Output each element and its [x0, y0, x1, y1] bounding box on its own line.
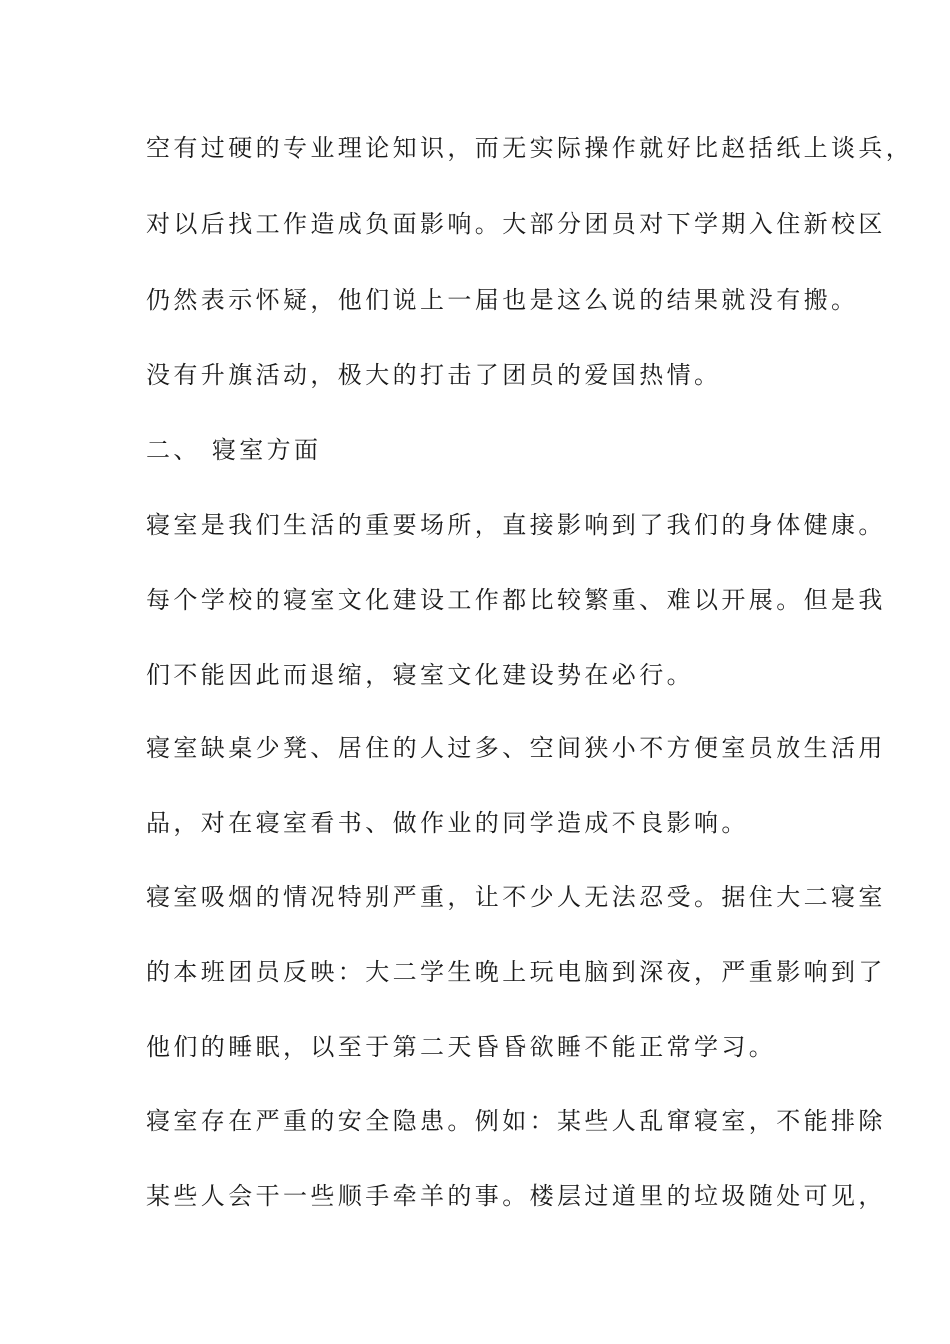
text-line: 们不能因此而退缩，寝室文化建设势在必行。 — [146, 661, 694, 689]
text-line: 寝室是我们生活的重要场所，直接影响到了我们的身体健康。 — [146, 511, 886, 539]
text-line: 品，对在寝室看书、做作业的同学造成不良影响。 — [146, 809, 749, 837]
text-line: 寝室吸烟的情况特别严重，让不少人无法忍受。据住大二寝室 — [146, 883, 886, 911]
text-line: 对以后找工作造成负面影响。大部分团员对下学期入住新校区 — [146, 210, 886, 238]
text-line: 他们的睡眠，以至于第二天昏昏欲睡不能正常学习。 — [146, 1033, 777, 1061]
text-line: 仍然表示怀疑，他们说上一届也是这么说的结果就没有搬。 — [146, 286, 859, 314]
text-line: 的本班团员反映：大二学生晚上玩电脑到深夜，严重影响到了 — [146, 958, 886, 986]
text-line: 寝室存在严重的安全隐患。例如：某些人乱窜寝室，不能排除 — [146, 1107, 886, 1135]
text-line: 空有过硬的专业理论知识，而无实际操作就好比赵括纸上谈兵， — [146, 134, 914, 162]
text-line: 没有升旗活动，极大的打击了团员的爱国热情。 — [146, 361, 722, 389]
text-line: 每个学校的寝室文化建设工作都比较繁重、难以开展。但是我 — [146, 586, 886, 614]
text-line: 某些人会干一些顺手牵羊的事。楼层过道里的垃圾随处可见， — [146, 1182, 886, 1210]
section-heading: 二、 寝室方面 — [146, 436, 322, 464]
text-line: 寝室缺桌少凳、居住的人过多、空间狭小不方便室员放生活用 — [146, 734, 886, 762]
